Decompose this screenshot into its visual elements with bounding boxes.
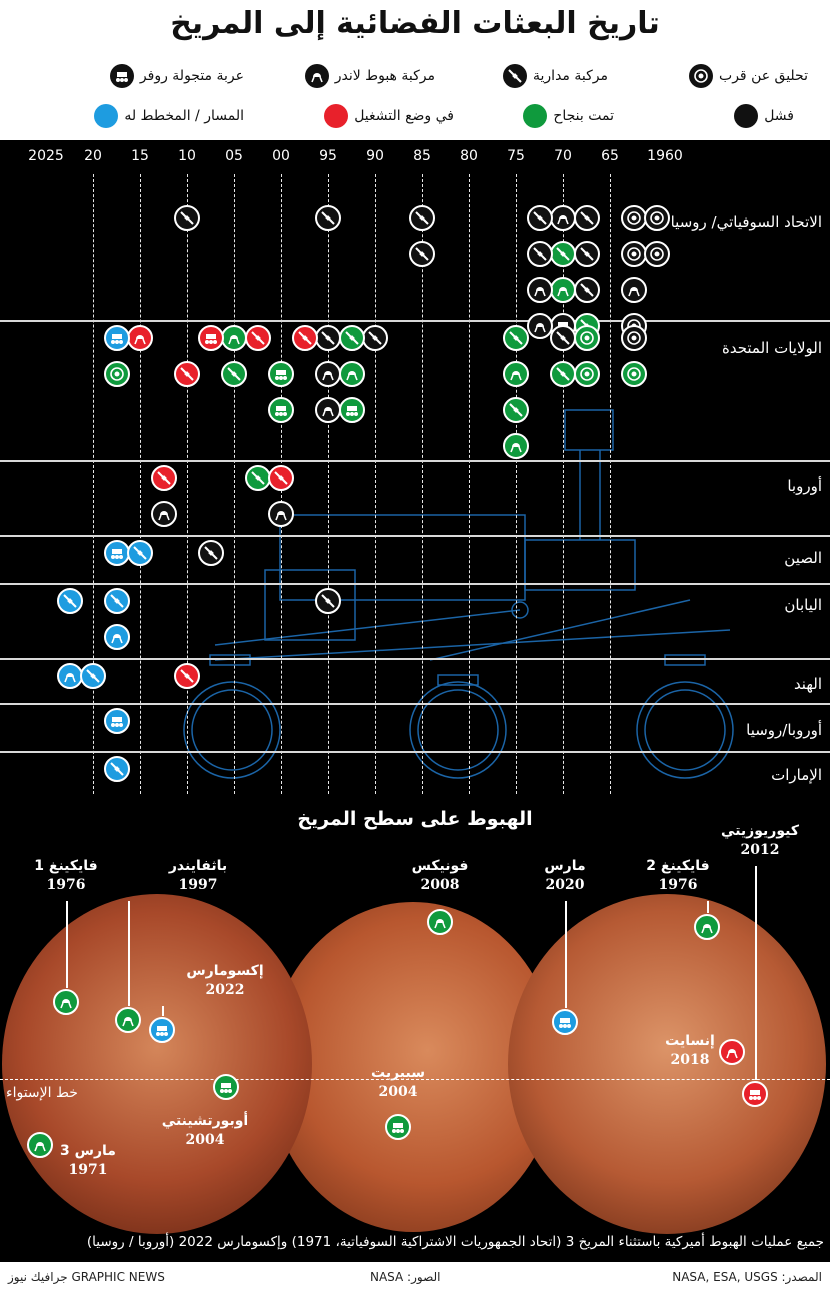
orbiter-icon (315, 205, 341, 231)
year-tick-label: 1960 (647, 148, 683, 164)
lander-icon (151, 501, 177, 527)
year-gridline (328, 174, 329, 794)
orbiter-icon (104, 588, 130, 614)
flyby-icon (574, 361, 600, 387)
landing-site-name: مارس (544, 858, 586, 874)
footnote: جميع عمليات الهبوط أميركية باستثناء المريخ 3 (اتحاد الجمهوريات الاشتراكية السوفياتية، 1971) وإكسومارس 2022 (أوروبا / روسيا) (86, 1234, 824, 1250)
legend-operational (324, 104, 454, 128)
orbiter-icon (550, 361, 576, 387)
year-tick-label: 2025 (28, 148, 64, 164)
country-separator (0, 535, 830, 537)
flyby-icon (644, 205, 670, 231)
orbiter-icon (292, 325, 318, 351)
orbiter-icon (174, 205, 200, 231)
landing-site-leader-line (128, 901, 130, 1006)
success-swatch (523, 104, 547, 128)
year-gridline (187, 174, 188, 794)
country-europe: أوروبا (787, 477, 822, 495)
orbiter-icon (198, 540, 224, 566)
year-tick-label: 05 (225, 148, 243, 164)
country-japan: اليابان (784, 596, 822, 614)
country-india: الهند (793, 675, 822, 693)
orbiter-icon (503, 397, 529, 423)
orbiter-icon (127, 540, 153, 566)
year-tick-label: 80 (460, 148, 478, 164)
legend-flyby (689, 64, 808, 88)
orbiter-icon (550, 325, 576, 351)
year-gridline (422, 174, 423, 794)
rover-icon (104, 325, 130, 351)
mission-timeline (0, 140, 830, 802)
orbiter-icon (339, 325, 365, 351)
orbiter-icon (550, 241, 576, 267)
credits-images: الصور: NASA (370, 1270, 441, 1284)
country-separator (0, 703, 830, 705)
landing-site-year: 2022 (205, 981, 245, 998)
legend-lander (305, 64, 435, 88)
rover-icon (110, 64, 134, 88)
legend-rover-label: عربة متجولة روفر (139, 68, 244, 84)
orbiter-icon (268, 465, 294, 491)
landing-site-year: 2008 (420, 876, 460, 893)
year-tick-label: 10 (178, 148, 196, 164)
orbiter-icon (527, 205, 553, 231)
landing-site-name: فونيكس (411, 858, 469, 874)
lander-icon (719, 1039, 745, 1065)
landing-site-year: 1971 (68, 1161, 108, 1178)
landing-site-name: فايكينغ 1 (34, 858, 98, 874)
landing-site-label-viking2 (623, 857, 733, 895)
legend-success (523, 104, 614, 128)
landing-site-year: 1976 (658, 876, 698, 893)
orbiter-icon (574, 241, 600, 267)
orbiter-icon (221, 361, 247, 387)
lander-icon (57, 663, 83, 689)
legend-planned (94, 104, 244, 128)
rover-icon (268, 361, 294, 387)
lander-icon (550, 277, 576, 303)
landing-site-name: إكسومارس (186, 963, 264, 979)
year-gridline (140, 174, 141, 794)
credits-source: المصدر: NASA, ESA, USGS (672, 1270, 822, 1284)
landing-site-year: 2020 (545, 876, 585, 893)
legend-lander-label: مركبة هبوط لاندر (334, 68, 435, 84)
rover-icon (149, 1017, 175, 1043)
year-tick-label: 85 (413, 148, 431, 164)
country-separator (0, 658, 830, 660)
lander-icon (115, 1007, 141, 1033)
legend-rover (110, 64, 244, 88)
lander-icon (550, 205, 576, 231)
orbiter-icon (315, 588, 341, 614)
landing-site-name: فايكينغ 2 (646, 858, 710, 874)
credits-bar (0, 1262, 830, 1292)
year-tick-label: 70 (554, 148, 572, 164)
landing-site-year: 2004 (185, 1131, 225, 1148)
legend-failed-label: فشل (764, 108, 794, 124)
orbiter-icon (174, 663, 200, 689)
landing-site-name: سبيريت (371, 1065, 425, 1081)
lander-icon (268, 501, 294, 527)
year-tick-label: 15 (131, 148, 149, 164)
orbiter-icon (503, 64, 527, 88)
lander-icon (305, 64, 329, 88)
landing-sites-panel (0, 802, 830, 1292)
orbiter-icon (574, 205, 600, 231)
landing-site-year: 1997 (178, 876, 218, 893)
operational-swatch (324, 104, 348, 128)
landing-site-label-exomars (170, 962, 280, 1000)
orbiter-icon (104, 756, 130, 782)
landing-site-name: مارس 3 (60, 1143, 116, 1159)
rover-icon (552, 1009, 578, 1035)
lander-icon (339, 361, 365, 387)
orbiter-icon (503, 325, 529, 351)
country-eurorussia: أوروبا/روسيا (746, 721, 822, 739)
lander-icon (104, 624, 130, 650)
country-ussr: الاتحاد السوفياتي/ روسيا (670, 213, 822, 231)
landing-site-label-phoenix (385, 857, 495, 895)
landing-site-year: 2018 (670, 1051, 710, 1068)
year-gridline (375, 174, 376, 794)
country-separator (0, 751, 830, 753)
country-separator (0, 460, 830, 462)
flyby-icon (104, 361, 130, 387)
year-tick-label: 75 (507, 148, 525, 164)
lander-icon (27, 1132, 53, 1158)
landing-site-year: 1976 (46, 876, 86, 893)
credits-publisher: جرافيك نيوز GRAPHIC NEWS (8, 1270, 165, 1284)
flyby-icon (644, 241, 670, 267)
legend-operational-label: في وضع التشغيل (354, 108, 454, 124)
orbiter-icon (245, 465, 271, 491)
lander-icon (127, 325, 153, 351)
landing-site-leader-line (162, 1006, 164, 1016)
orbiter-icon (151, 465, 177, 491)
landing-site-label-spirit (343, 1064, 453, 1102)
orbiter-icon (527, 241, 553, 267)
year-tick-label: 90 (366, 148, 384, 164)
page-title: تاريخ البعثات الفضائية إلى المريخ (170, 6, 660, 41)
country-usa: الولايات المتحدة (721, 339, 822, 357)
landing-site-name: كيوريوزيتي (721, 823, 799, 839)
orbiter-icon (409, 205, 435, 231)
landing-site-label-curiosity (705, 822, 815, 860)
landing-site-leader-line (565, 901, 567, 1008)
landing-site-name: أوبورتشينتي (161, 1113, 249, 1129)
legend-flyby-label: تحليق عن قرب (719, 68, 808, 84)
rover-icon (104, 540, 130, 566)
flyby-icon (621, 241, 647, 267)
lander-icon (621, 277, 647, 303)
year-gridline (610, 174, 611, 794)
flyby-icon (621, 205, 647, 231)
landing-title: الهبوط على سطح المريخ (297, 808, 533, 830)
orbiter-icon (245, 325, 271, 351)
year-tick-label: 95 (319, 148, 337, 164)
lander-icon (315, 397, 341, 423)
landing-site-label-mars2020 (510, 857, 620, 895)
landing-site-leader-line (755, 866, 757, 1080)
lander-icon (694, 914, 720, 940)
flyby-icon (689, 64, 713, 88)
lander-icon (503, 361, 529, 387)
orbiter-icon (409, 241, 435, 267)
legend-planned-label: المسار / المخطط له (124, 108, 244, 124)
rover-icon (268, 397, 294, 423)
mars-globe-left (2, 894, 312, 1234)
rover-icon (104, 708, 130, 734)
flyby-icon (621, 325, 647, 351)
lander-icon (221, 325, 247, 351)
equator-label: خط الإستواء (6, 1085, 78, 1101)
year-tick-label: 65 (601, 148, 619, 164)
year-gridline (516, 174, 517, 794)
legend-success-label: تمت بنجاح (553, 108, 614, 124)
country-separator (0, 583, 830, 585)
orbiter-icon (174, 361, 200, 387)
landing-site-leader-line (707, 901, 709, 913)
lander-icon (527, 277, 553, 303)
orbiter-icon (315, 325, 341, 351)
year-gridline (469, 174, 470, 794)
landing-site-label-pathfinder (143, 857, 253, 895)
flyby-icon (574, 325, 600, 351)
planned-swatch (94, 104, 118, 128)
landing-site-label-opportunity (150, 1112, 260, 1150)
landing-site-name: باثفايندر (168, 858, 228, 874)
orbiter-icon (362, 325, 388, 351)
orbiter-icon (574, 277, 600, 303)
country-separator (0, 320, 830, 322)
lander-icon (527, 313, 553, 339)
orbiter-icon (80, 663, 106, 689)
landing-site-name: إنسايت (665, 1033, 715, 1049)
year-gridline (234, 174, 235, 794)
country-china: الصين (784, 549, 822, 567)
landing-site-label-viking1 (11, 857, 121, 895)
year-gridline (563, 174, 564, 794)
landing-site-leader-line (66, 901, 68, 988)
landing-site-year: 2012 (740, 841, 780, 858)
lander-icon (315, 361, 341, 387)
year-tick-label: 20 (84, 148, 102, 164)
country-uae: الإمارات (771, 766, 822, 784)
rover-icon (198, 325, 224, 351)
legend-orbiter-label: مركبة مدارية (533, 68, 608, 84)
orbiter-icon (57, 588, 83, 614)
flyby-icon (621, 361, 647, 387)
rover-icon (385, 1114, 411, 1140)
lander-icon (53, 989, 79, 1015)
legend-orbiter (503, 64, 608, 88)
rover-icon (213, 1074, 239, 1100)
lander-icon (427, 909, 453, 935)
year-tick-label: 00 (272, 148, 290, 164)
failed-swatch (734, 104, 758, 128)
landing-site-year: 2004 (378, 1083, 418, 1100)
rover-icon (742, 1081, 768, 1107)
rover-icon (339, 397, 365, 423)
legend-failed (734, 104, 794, 128)
lander-icon (503, 433, 529, 459)
year-gridline (93, 174, 94, 794)
